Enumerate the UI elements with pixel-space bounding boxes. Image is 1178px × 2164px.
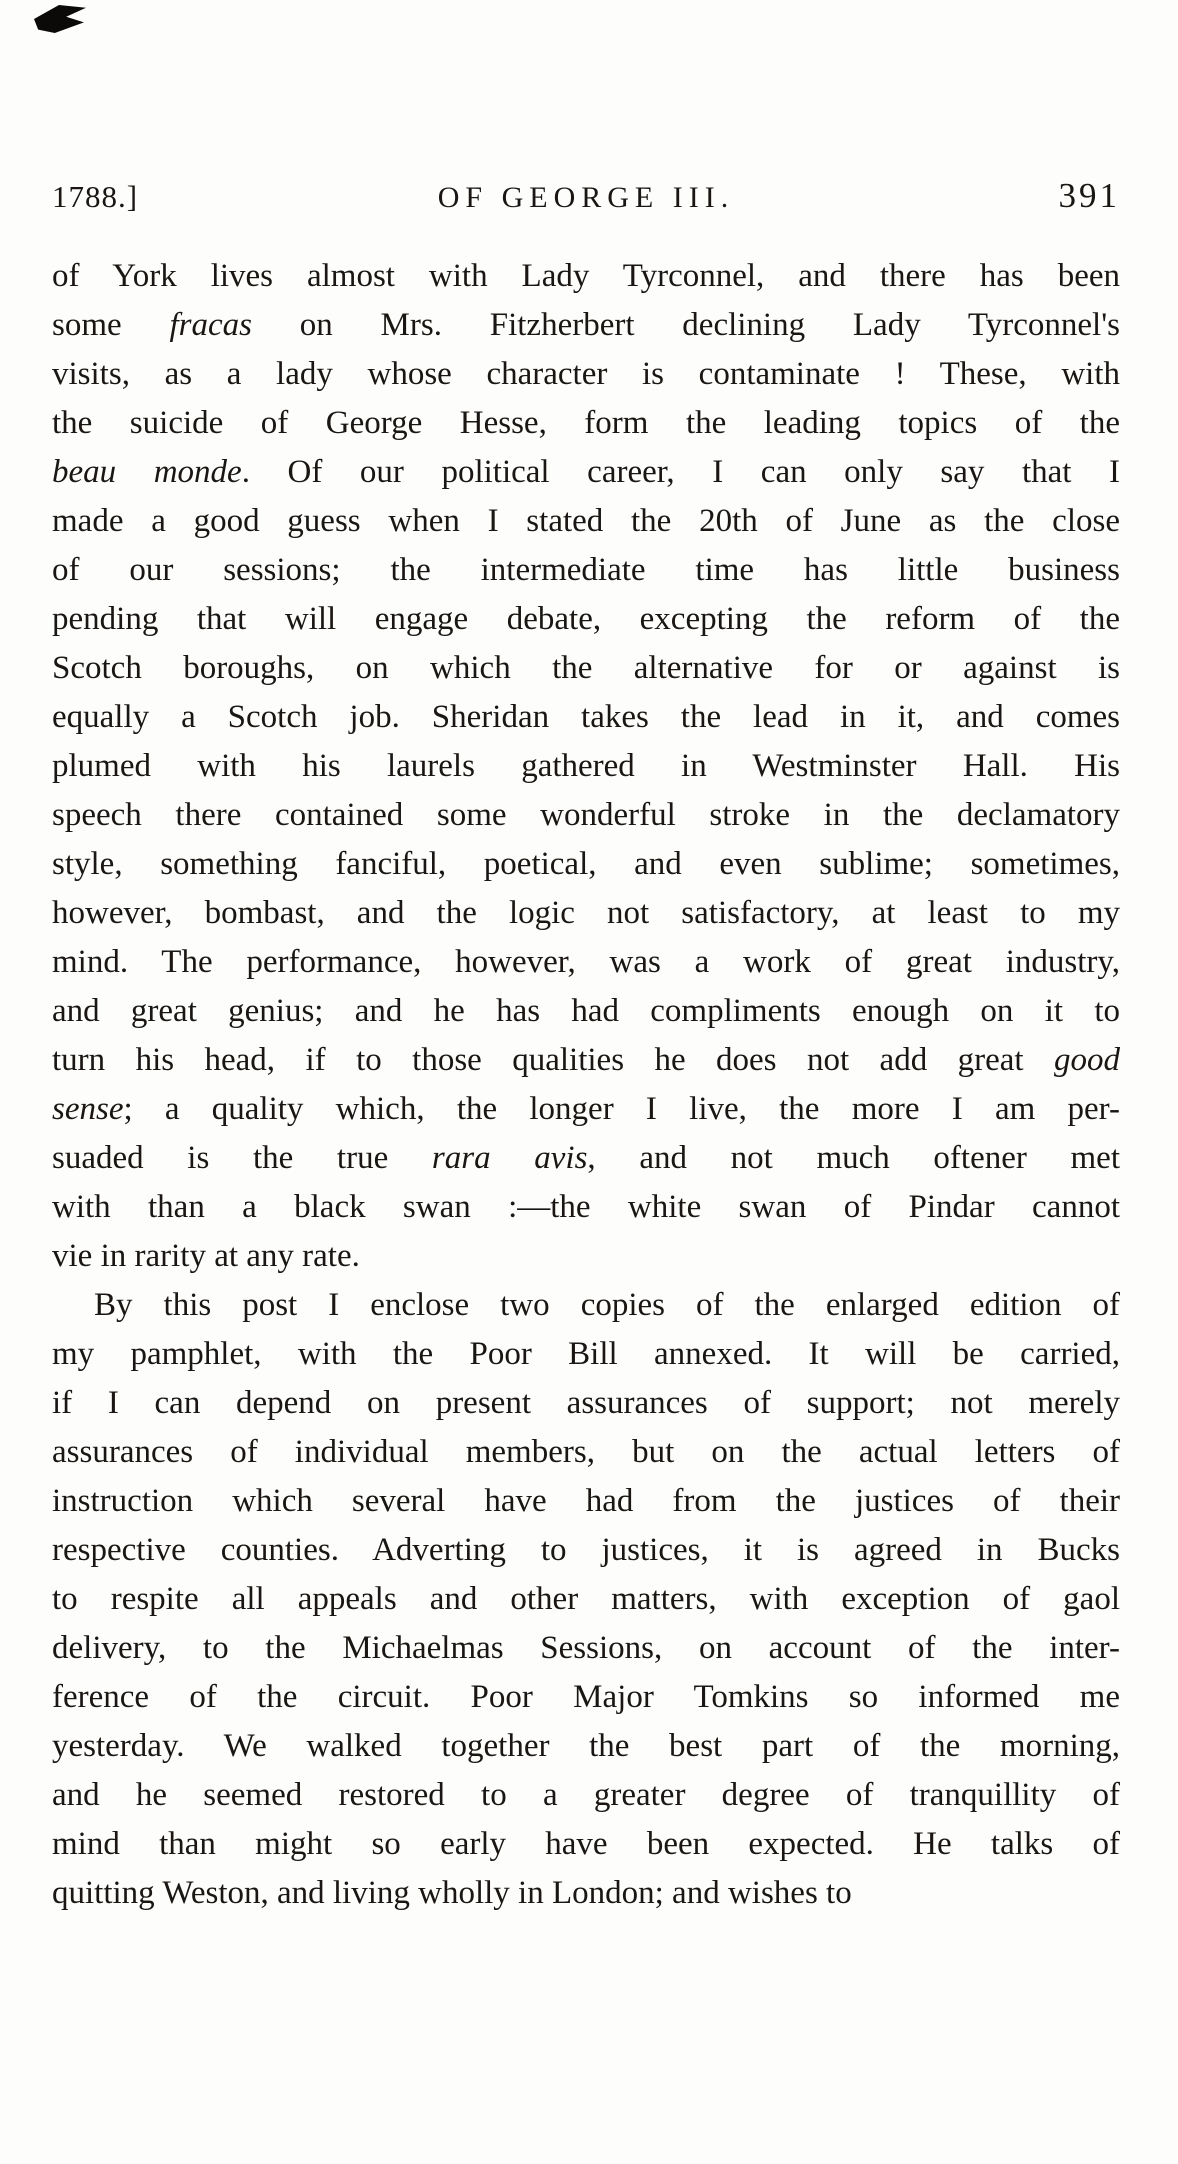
text-line: suaded is the true rara avis, and not much oftener met <box>52 1140 1120 1176</box>
text-line: yesterday. We walked together the best part of the morning, <box>52 1728 1120 1764</box>
ink-blot-icon <box>34 5 86 33</box>
page-body <box>52 252 1120 1918</box>
text-line: some fracas on Mrs. Fitzherbert declining Lady Tyrconnel's <box>52 307 1120 343</box>
text-line: mind than might so early have been expected. He talks of <box>52 1826 1120 1862</box>
text-line: my pamphlet, with the Poor Bill annexed. It will be carried, <box>52 1336 1120 1372</box>
page-number: 391 <box>1058 176 1120 215</box>
text-line: to respite all appeals and other matters, with exception of gaol <box>52 1581 1120 1617</box>
text-line: By this post I enclose two copies of the enlarged edition of <box>94 1287 1120 1323</box>
text-line: if I can depend on present assurances of support; not merely <box>52 1385 1120 1421</box>
text-line: quitting Weston, and living wholly in London; and wishes to <box>52 1875 852 1911</box>
text-line: made a good guess when I stated the 20th of June as the close <box>52 503 1120 539</box>
text-line: respective counties. Adverting to justices, it is agreed in Bucks <box>52 1532 1120 1568</box>
text-line: style, something fanciful, poetical, and even sublime; sometimes, <box>52 846 1120 882</box>
text-line: vie in rarity at any rate. <box>52 1238 360 1274</box>
paragraph <box>52 1281 1120 1918</box>
text-line: turn his head, if to those qualities he does not add great good <box>52 1042 1120 1078</box>
text-line: Scotch boroughs, on which the alternative for or against is <box>52 650 1120 686</box>
text-line: the suicide of George Hesse, form the leading topics of the <box>52 405 1120 441</box>
text-line: ference of the circuit. Poor Major Tomkins so informed me <box>52 1679 1120 1715</box>
text-line: beau monde. Of our political career, I can only say that I <box>52 454 1120 490</box>
header-year: 1788.] <box>52 179 139 214</box>
page-header <box>52 176 1120 216</box>
text-line: however, bombast, and the logic not satisfactory, at least to my <box>52 895 1120 931</box>
text-line: and great genius; and he has had compliments enough on it to <box>52 993 1120 1029</box>
text-line: of our sessions; the intermediate time has little business <box>52 552 1120 588</box>
text-line: equally a Scotch job. Sheridan takes the lead in it, and comes <box>52 699 1120 735</box>
text-line: speech there contained some wonderful stroke in the declamatory <box>52 797 1120 833</box>
text-line: of York lives almost with Lady Tyrconnel, and there has been <box>52 258 1120 294</box>
text-line: plumed with his laurels gathered in Westminster Hall. His <box>52 748 1120 784</box>
text-line: and he seemed restored to a greater degree of tranquillity of <box>52 1777 1120 1813</box>
running-title: OF GEORGE III. <box>437 181 735 214</box>
paragraph <box>52 252 1120 1281</box>
text-line: delivery, to the Michaelmas Sessions, on account of the inter- <box>52 1630 1120 1666</box>
text-line: sense; a quality which, the longer I live, the more I am per- <box>52 1091 1120 1127</box>
text-line: assurances of individual members, but on the actual letters of <box>52 1434 1120 1470</box>
text-line: mind. The performance, however, was a work of great industry, <box>52 944 1120 980</box>
text-line: pending that will engage debate, excepting the reform of the <box>52 601 1120 637</box>
text-line: instruction which several have had from the justices of their <box>52 1483 1120 1519</box>
text-line: with than a black swan :—the white swan of Pindar cannot <box>52 1189 1120 1225</box>
text-line: visits, as a lady whose character is contaminate ! These, with <box>52 356 1120 392</box>
